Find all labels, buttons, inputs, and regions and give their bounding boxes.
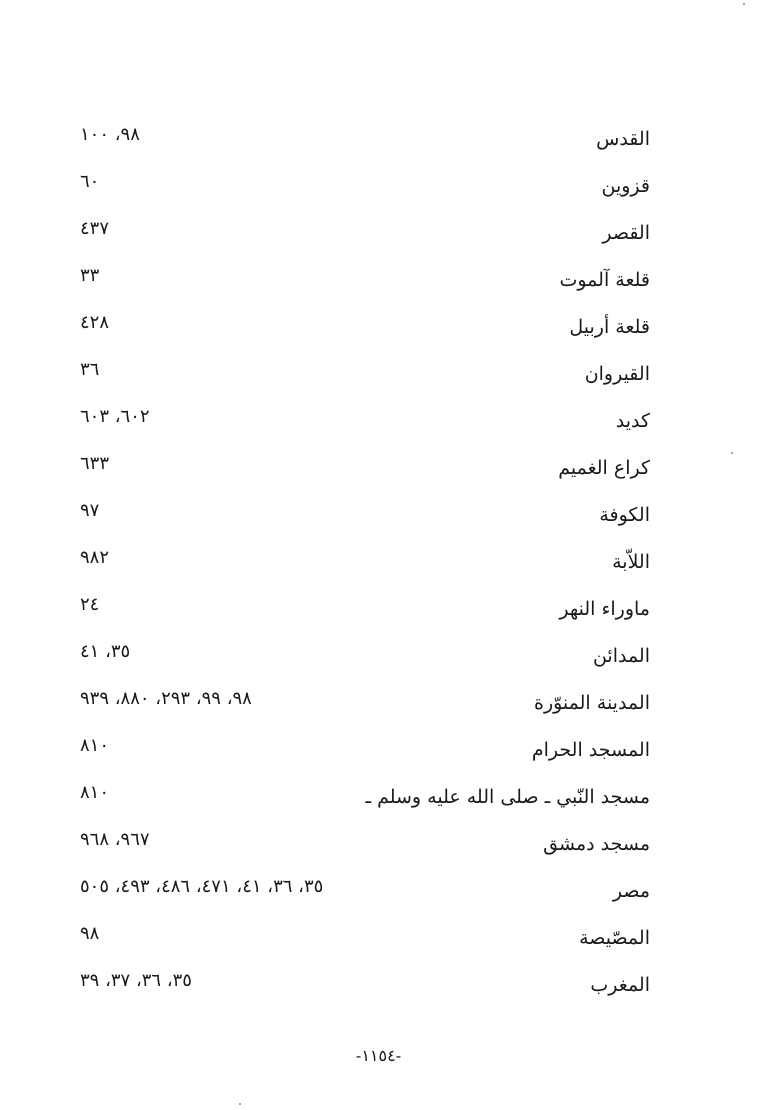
index-entry — [70, 919, 650, 966]
place-name: المدينة المنوّرة — [533, 692, 650, 714]
index-entry — [70, 402, 650, 449]
place-name: مصر — [612, 880, 650, 902]
index-entry — [70, 778, 650, 825]
page-references: ٤٢٨ — [80, 312, 110, 333]
index-entry — [70, 543, 650, 590]
place-name: قلعة آلموت — [559, 269, 650, 291]
index-entry — [70, 872, 650, 919]
page-references: ٩٨، ٩٩، ٢٩٣، ٨٨٠، ٩٣٩ — [80, 688, 252, 709]
page-references: ٢٤ — [80, 594, 100, 615]
place-name: كديد — [615, 410, 650, 432]
page-references: ٩٦٧، ٩٦٨ — [80, 829, 150, 850]
place-name: القدس — [596, 128, 650, 150]
page-references: ٦٠٢، ٦٠٣ — [80, 406, 150, 427]
index-entry — [70, 120, 650, 167]
place-name: الكوفة — [599, 504, 650, 526]
index-entry — [70, 825, 650, 872]
index-entry — [70, 496, 650, 543]
scan-speck — [731, 452, 733, 454]
page-number: -١١٥٤- — [355, 1046, 402, 1065]
page-references: ٣٥، ٣٦، ٤١، ٤٧١، ٤٨٦، ٤٩٣، ٥٠٥ — [80, 876, 324, 897]
place-name: قزوين — [601, 175, 650, 197]
page-references: ٩٨ — [80, 923, 100, 944]
page-references: ٩٧ — [80, 500, 100, 521]
place-name: المدائن — [592, 645, 650, 667]
page-references: ٣٦ — [80, 359, 100, 380]
page-references: ٦٠ — [80, 171, 100, 192]
index-entry — [70, 308, 650, 355]
place-name: كراع الغميم — [558, 457, 650, 479]
place-name: ماوراء النهر — [559, 598, 650, 620]
place-name: مسجد النّبي ـ صلى الله عليه وسلم ـ — [365, 786, 650, 808]
place-name: مسجد دمشق — [543, 833, 650, 855]
index-entry — [70, 684, 650, 731]
scan-speck — [743, 3, 745, 5]
place-name: القيروان — [584, 363, 650, 385]
index-entry — [70, 214, 650, 261]
place-name: المصّيصة — [579, 927, 650, 949]
index-entry — [70, 449, 650, 496]
page-references: ٨١٠ — [80, 782, 110, 803]
place-name: اللاّبة — [612, 551, 650, 573]
index-entry — [70, 966, 650, 1013]
page-references: ٩٨٢ — [80, 547, 110, 568]
place-index-list — [70, 120, 650, 1010]
index-entry — [70, 590, 650, 637]
page-references: ٨١٠ — [80, 735, 110, 756]
page-references: ٤٣٧ — [80, 218, 110, 239]
page-references: ٣٥، ٣٦، ٣٧، ٣٩ — [80, 970, 192, 991]
place-name: قلعة أربيل — [569, 316, 650, 338]
page-references: ٣٣ — [80, 265, 100, 286]
page-references: ٦٣٣ — [80, 453, 110, 474]
index-entry — [70, 731, 650, 778]
index-entry — [70, 167, 650, 214]
scan-speck — [239, 1103, 241, 1105]
page-references: ٩٨، ١٠٠ — [80, 124, 140, 145]
place-name: المسجد الحرام — [531, 739, 650, 761]
place-name: القصر — [602, 222, 650, 244]
page-references: ٣٥، ٤١ — [80, 641, 131, 662]
index-entry — [70, 637, 650, 684]
place-name: المغرب — [590, 974, 650, 996]
index-entry — [70, 261, 650, 308]
index-entry — [70, 355, 650, 402]
